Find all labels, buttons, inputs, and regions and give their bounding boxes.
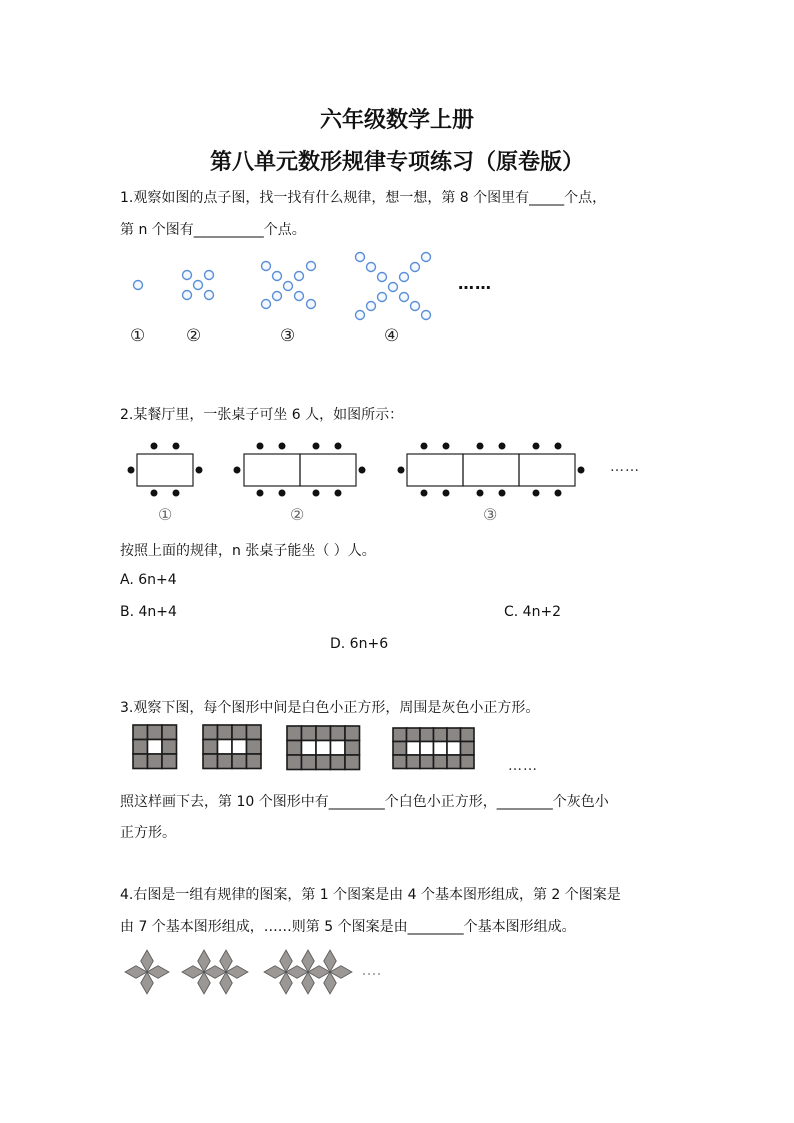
q4-basic-shape bbox=[147, 966, 169, 979]
q3-text-line1: 3.观察下图，每个图形中间是白色小正方形，周围是灰色小正方形。 bbox=[120, 700, 540, 716]
q4-basic-shape bbox=[302, 972, 315, 994]
q2-question: 按照上面的规律，n 张桌子能坐（ ）人。 bbox=[120, 543, 376, 559]
q2-label-3: ③ bbox=[483, 505, 498, 524]
q2-option-a: A. 6n+4 bbox=[120, 572, 177, 588]
q4-basic-shape bbox=[302, 950, 315, 972]
q1-ellipsis: …… bbox=[458, 274, 492, 293]
q4-basic-shape bbox=[324, 950, 337, 972]
q1-label-1: ① bbox=[130, 326, 146, 346]
q2-option-b: B. 4n+4 bbox=[120, 604, 177, 620]
q4-basic-shape bbox=[198, 950, 211, 972]
q4-basic-shape bbox=[280, 972, 293, 994]
q4-basic-shape bbox=[204, 966, 226, 979]
q4-basic-shape bbox=[264, 966, 286, 979]
q4-basic-shape bbox=[280, 950, 293, 972]
page-title: 六年级数学上册 bbox=[319, 108, 474, 133]
q1-text-line2: 第 n 个图有__________个点。 bbox=[120, 222, 306, 238]
q4-basic-shape bbox=[286, 966, 308, 979]
q4-trailing-dot bbox=[373, 973, 375, 975]
q2-ellipsis: …… bbox=[610, 459, 640, 475]
q4-basic-shape bbox=[198, 972, 211, 994]
q1-text-line1: 1.观察如图的点子图，找一找有什么规律，想一想，第 8 个图里有_____个点， bbox=[120, 190, 607, 206]
q4-basic-shape bbox=[182, 966, 204, 979]
q1-label-3: ③ bbox=[280, 326, 296, 346]
q1-label-4: ④ bbox=[384, 326, 400, 346]
q4-trailing-dot bbox=[363, 973, 365, 975]
q4-basic-shape bbox=[308, 966, 330, 979]
q4-basic-shape bbox=[141, 972, 154, 994]
q2-label-1: ① bbox=[158, 505, 173, 524]
q4-basic-shape bbox=[125, 966, 147, 979]
q4-text-line2: 由 7 个基本图形组成，……则第 5 个图案是由________个基本图形组成。 bbox=[120, 919, 576, 935]
q2-label-2: ② bbox=[290, 505, 305, 524]
q2-text-line1: 2.某餐厅里，一张桌子可坐 6 人，如图所示： bbox=[120, 407, 404, 423]
q3-ellipsis: …… bbox=[508, 758, 538, 774]
q2-option-c: C. 4n+2 bbox=[504, 604, 562, 620]
q4-basic-shape bbox=[220, 950, 233, 972]
q4-trailing-dot bbox=[378, 973, 380, 975]
q3-text-line3: 正方形。 bbox=[120, 825, 176, 841]
q4-basic-shape bbox=[330, 966, 352, 979]
q4-basic-shape bbox=[220, 972, 233, 994]
q3-text-line2: 照这样画下去，第 10 个图形中有________个白色小正方形，________个灰色小 bbox=[120, 794, 609, 810]
q2-option-d: D. 6n+6 bbox=[330, 636, 389, 652]
q4-basic-shape bbox=[226, 966, 248, 979]
q4-trailing-dot bbox=[368, 973, 370, 975]
q4-text-line1: 4.右图是一组有规律的图案，第 1 个图案是由 4 个基本图形组成，第 2 个图案是 bbox=[120, 887, 621, 903]
q4-basic-shape bbox=[141, 950, 154, 972]
q1-label-2: ② bbox=[186, 326, 202, 346]
q4-basic-shape bbox=[324, 972, 337, 994]
page-subtitle: 第八单元数形规律专项练习（原卷版） bbox=[209, 150, 584, 175]
